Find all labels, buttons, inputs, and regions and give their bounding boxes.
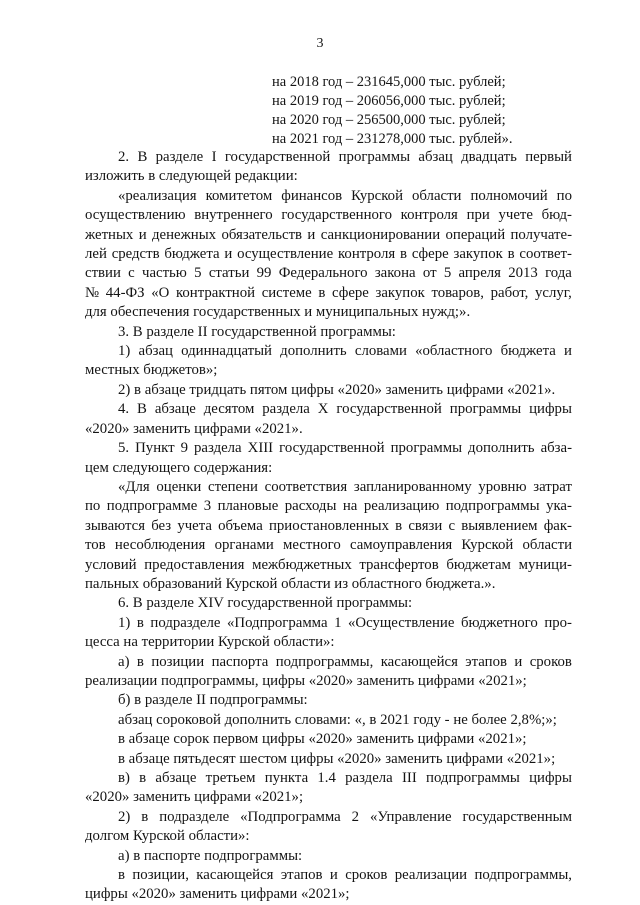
text-line: «Для оценки степени соответствия запланированному уровню затрат — [118, 478, 572, 495]
text-line: в позиции, касающейся этапов и сроков реализации подпрограммы, — [118, 867, 572, 884]
funding-line: на 2019 год – 206056,000 тыс. рублей; — [272, 93, 506, 109]
text-line: 2. В разделе I государственной программы абзац двадцать первый — [118, 149, 572, 165]
text-line: абзац сороковой дополнить словами: «, в 2021 году - не более 2,8%;»; — [118, 711, 557, 728]
text-line: долгом Курской области»: — [85, 828, 250, 845]
text-line: а) в позиции паспорта подпрограммы, касающейся этапов и сроков — [118, 653, 572, 670]
text-line: по подпрограмме 3 плановые расходы на реализацию подпрограммы ука- — [85, 498, 572, 515]
text-line: условий предоставления межбюджетных трансфертов бюджетам муници- — [85, 556, 572, 573]
text-line: «2020» заменить цифрами «2021»; — [85, 789, 304, 806]
text-line: жетных и денежных обязательств и санкционировании операций получате- — [85, 226, 572, 243]
funding-line: на 2021 год – 231278,000 тыс. рублей». — [272, 131, 513, 147]
text-line: ствии с частью 5 статьи 99 Федерального закона от 5 апреля 2013 года — [85, 265, 572, 282]
text-line: 1) абзац одиннадцатый дополнить словами «областного бюджета и — [118, 343, 572, 360]
text-line: тов несоблюдения органами местного самоуправления Курской области — [85, 537, 572, 554]
text-line: цем следующего содержания: — [85, 459, 273, 476]
text-line: 1) в подразделе «Подпрограмма 1 «Осуществление бюджетного про- — [118, 614, 572, 631]
text-line: 2) в подразделе «Подпрограмма 2 «Управление государственным — [118, 808, 572, 825]
text-line: 5. Пункт 9 раздела XIII государственной программы дополнить абза- — [118, 440, 572, 457]
text-line: цесса на территории Курской области»: — [85, 634, 335, 651]
text-line: в абзаце пятьдесят шестом цифры «2020» заменить цифрами «2021»; — [118, 750, 556, 767]
text-line: в абзаце сорок первом цифры «2020» заменить цифрами «2021»; — [118, 731, 527, 748]
text-line: 3. В разделе II государственной программы: — [118, 323, 396, 340]
text-line: цифры «2020» заменить цифрами «2021»; — [85, 886, 350, 903]
text-line: б) в разделе II подпрограммы: — [118, 692, 308, 709]
text-line: 6. В разделе XIV государственной программы: — [118, 595, 413, 612]
text-line: осуществлению внутреннего государственного контроля при учете бюд- — [85, 207, 572, 224]
text-line: в) в абзаце третьем пункта 1.4 раздела III подпрограммы цифры — [118, 770, 572, 786]
text-line: реализации подпрограммы, цифры «2020» заменить цифрами «2021»; — [85, 672, 527, 689]
funding-list — [272, 73, 512, 149]
funding-line: на 2018 год – 231645,000 тыс. рублей; — [272, 74, 506, 90]
text-line: пальных образований Курской области из областного бюджета.». — [85, 575, 496, 592]
text-line: а) в паспорте подпрограммы: — [118, 847, 303, 864]
text-line: изложить в следующей редакции: — [85, 168, 298, 185]
document-body — [85, 148, 572, 905]
text-line: 2) в абзаце тридцать пятом цифры «2020» заменить цифрами «2021». — [118, 381, 556, 398]
text-line: для обеспечения государственных и муниципальных нужд;». — [85, 304, 471, 321]
text-line: зываются без учета объема приостановленных в связи с выявлением фак- — [85, 517, 572, 534]
text-line: 4. В абзаце десятом раздела X государственной программы цифры — [118, 401, 572, 418]
text-line: местных бюджетов»; — [85, 362, 218, 379]
text-line: «реализация комитетом финансов Курской области полномочий по — [118, 187, 572, 204]
text-line: «2020» заменить цифрами «2021». — [85, 420, 303, 437]
text-line: № 44-ФЗ «О контрактной системе в сфере закупок товаров, работ, услуг, — [85, 284, 572, 301]
page-number: 3 — [316, 36, 324, 51]
funding-line: на 2020 год – 256500,000 тыс. рублей; — [272, 112, 506, 128]
text-line: лей средств бюджета и осуществление контроля в сфере закупок в соответ- — [85, 246, 572, 263]
